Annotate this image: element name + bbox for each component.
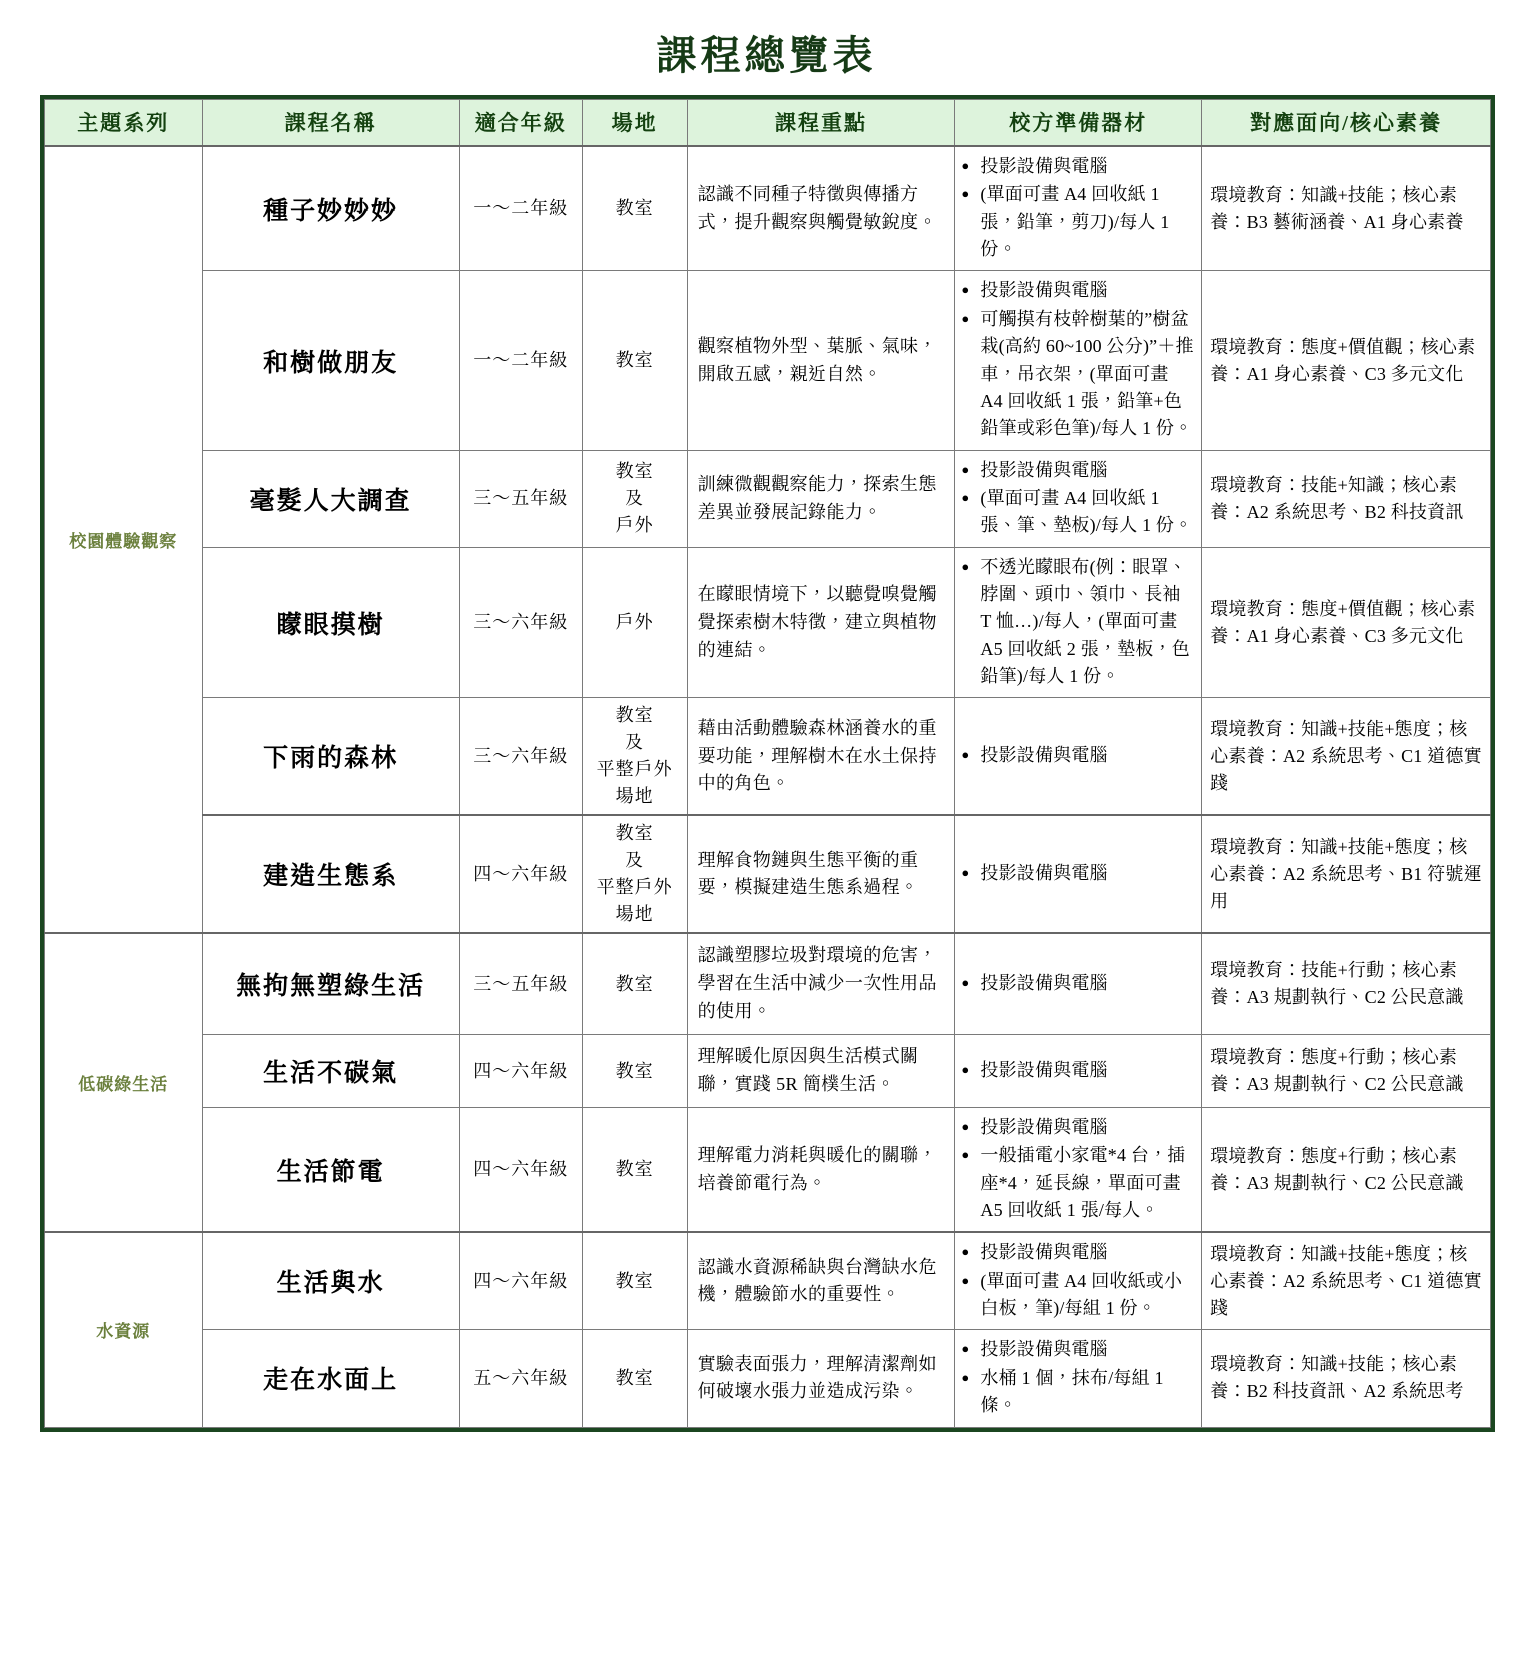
col-header-grade: 適合年級	[459, 100, 582, 147]
table-row	[45, 1035, 1491, 1108]
table-head	[45, 100, 1491, 147]
course-core-competency: 環境教育：態度+行動；核心素養：A3 規劃執行、C2 公民意識	[1202, 1107, 1491, 1232]
course-name: 生活節電	[202, 1107, 459, 1232]
page-title: 課程總覽表	[656, 33, 877, 78]
course-place: 教室	[582, 146, 687, 271]
equipment-list	[961, 970, 1195, 997]
table-row	[45, 146, 1491, 271]
course-equipment	[955, 450, 1202, 547]
course-place: 戶外	[582, 547, 687, 698]
course-place: 教室 及 平整戶外 場地	[582, 815, 687, 933]
course-place: 教室 及 平整戶外 場地	[582, 698, 687, 816]
col-header-place: 場地	[582, 100, 687, 147]
course-focus: 觀察植物外型、葉脈、氣味，開啟五感，親近自然。	[687, 271, 955, 450]
equipment-item: ● 投影設備與電腦	[961, 970, 1195, 997]
course-equipment	[955, 1232, 1202, 1330]
equipment-item: ● 水桶 1 個，抹布/每組 1 條。	[961, 1365, 1195, 1420]
equipment-list	[961, 277, 1195, 442]
course-overview-table	[44, 99, 1491, 1428]
course-focus: 認識塑膠垃圾對環境的危害，學習在生活中減少一次性用品的使用。	[687, 933, 955, 1034]
equipment-item: ● 投影設備與電腦	[961, 153, 1195, 180]
col-header-series: 主題系列	[45, 100, 203, 147]
course-name: 下雨的森林	[202, 698, 459, 816]
equipment-item: ● (單面可畫 A4 回收紙或小白板，筆)/每組 1 份。	[961, 1268, 1195, 1323]
course-place: 教室	[582, 1232, 687, 1330]
table-row	[45, 1330, 1491, 1427]
course-name: 種子妙妙妙	[202, 146, 459, 271]
course-equipment	[955, 271, 1202, 450]
course-focus: 在矇眼情境下，以聽覺嗅覺觸覺探索樹木特徵，建立與植物的連結。	[687, 547, 955, 698]
table-body	[45, 146, 1491, 1427]
equipment-item: ● 投影設備與電腦	[961, 742, 1195, 769]
course-focus: 訓練微觀觀察能力，探索生態差異並發展記錄能力。	[687, 450, 955, 547]
course-focus: 理解電力消耗與暖化的關聯，培養節電行為。	[687, 1107, 955, 1232]
course-grade: 四～六年級	[459, 1232, 582, 1330]
table-row	[45, 815, 1491, 933]
col-header-focus: 課程重點	[687, 100, 955, 147]
equipment-item: ● 投影設備與電腦	[961, 457, 1195, 484]
course-grade: 四～六年級	[459, 1035, 582, 1108]
course-equipment	[955, 1330, 1202, 1427]
course-grade: 三～五年級	[459, 450, 582, 547]
course-focus: 藉由活動體驗森林涵養水的重要功能，理解樹木在水土保持中的角色。	[687, 698, 955, 816]
course-core-competency: 環境教育：知識+技能；核心素養：B3 藝術涵養、A1 身心素養	[1202, 146, 1491, 271]
course-place: 教室	[582, 933, 687, 1034]
course-name: 毫髮人大調查	[202, 450, 459, 547]
table-row	[45, 1107, 1491, 1232]
equipment-list	[961, 153, 1195, 263]
col-header-equipment: 校方準備器材	[955, 100, 1202, 147]
col-header-course: 課程名稱	[202, 100, 459, 147]
equipment-list	[961, 1239, 1195, 1322]
course-core-competency: 環境教育：知識+技能+態度；核心素養：A2 系統思考、B1 符號運用	[1202, 815, 1491, 933]
equipment-item: ● 投影設備與電腦	[961, 1336, 1195, 1363]
course-core-competency: 環境教育：知識+技能；核心素養：B2 科技資訊、A2 系統思考	[1202, 1330, 1491, 1427]
course-core-competency: 環境教育：技能+知識；核心素養：A2 系統思考、B2 科技資訊	[1202, 450, 1491, 547]
course-core-competency: 環境教育：技能+行動；核心素養：A3 規劃執行、C2 公民意識	[1202, 933, 1491, 1034]
equipment-item: ● 投影設備與電腦	[961, 1057, 1195, 1084]
course-equipment	[955, 933, 1202, 1034]
course-equipment	[955, 698, 1202, 816]
equipment-list	[961, 1114, 1195, 1224]
course-equipment	[955, 146, 1202, 271]
course-focus: 實驗表面張力，理解清潔劑如何破壞水張力並造成污染。	[687, 1330, 955, 1427]
course-name: 和樹做朋友	[202, 271, 459, 450]
course-grade: 三～六年級	[459, 547, 582, 698]
equipment-item: ● (單面可畫 A4 回收紙 1 張，鉛筆，剪刀)/每人 1 份。	[961, 181, 1195, 263]
course-place: 教室	[582, 271, 687, 450]
course-core-competency: 環境教育：態度+價值觀；核心素養：A1 身心素養、C3 多元文化	[1202, 547, 1491, 698]
course-name: 建造生態系	[202, 815, 459, 933]
equipment-list	[961, 860, 1195, 887]
equipment-item: ● 投影設備與電腦	[961, 1239, 1195, 1266]
course-name: 矇眼摸樹	[202, 547, 459, 698]
equipment-item: ● 投影設備與電腦	[961, 860, 1195, 887]
course-focus: 認識水資源稀缺與台灣缺水危機，體驗節水的重要性。	[687, 1232, 955, 1330]
course-grade: 三～六年級	[459, 698, 582, 816]
equipment-list	[961, 554, 1195, 691]
course-grade: 四～六年級	[459, 1107, 582, 1232]
equipment-item: ● 可觸摸有枝幹樹葉的”樹盆栽(高約 60~100 公分)”＋推車，吊衣架，(單面可畫 A4 回收紙 1 張，鉛筆+色鉛筆或彩色筆)/每人 1 份。	[961, 306, 1195, 443]
equipment-list	[961, 457, 1195, 540]
course-place: 教室 及 戶外	[582, 450, 687, 547]
course-name: 走在水面上	[202, 1330, 459, 1427]
equipment-list	[961, 1336, 1195, 1419]
series-label: 低碳綠生活	[45, 933, 203, 1232]
course-place: 教室	[582, 1330, 687, 1427]
course-grade: 四～六年級	[459, 815, 582, 933]
series-label: 校園體驗觀察	[45, 146, 203, 933]
equipment-item: ● 投影設備與電腦	[961, 1114, 1195, 1141]
table-row	[45, 271, 1491, 450]
course-name: 生活與水	[202, 1232, 459, 1330]
course-grade: 五～六年級	[459, 1330, 582, 1427]
course-name: 無拘無塑綠生活	[202, 933, 459, 1034]
course-core-competency: 環境教育：態度+行動；核心素養：A3 規劃執行、C2 公民意識	[1202, 1035, 1491, 1108]
course-place: 教室	[582, 1107, 687, 1232]
course-equipment	[955, 1107, 1202, 1232]
course-focus: 認識不同種子特徵與傳播方式，提升觀察與觸覺敏銳度。	[687, 146, 955, 271]
course-core-competency: 環境教育：知識+技能+態度；核心素養：A2 系統思考、C1 道德實踐	[1202, 698, 1491, 816]
course-focus: 理解食物鏈與生態平衡的重要，模擬建造生態系過程。	[687, 815, 955, 933]
course-core-competency: 環境教育：知識+技能+態度；核心素養：A2 系統思考、C1 道德實踐	[1202, 1232, 1491, 1330]
course-focus: 理解暖化原因與生活模式關聯，實踐 5R 簡樸生活。	[687, 1035, 955, 1108]
equipment-list	[961, 742, 1195, 769]
course-place: 教室	[582, 1035, 687, 1108]
course-grade: 三～五年級	[459, 933, 582, 1034]
equipment-item: ● (單面可畫 A4 回收紙 1 張、筆、墊板)/每人 1 份。	[961, 485, 1195, 540]
course-grade: 一～二年級	[459, 146, 582, 271]
col-header-core: 對應面向/核心素養	[1202, 100, 1491, 147]
table-row	[45, 1232, 1491, 1330]
course-grade: 一～二年級	[459, 271, 582, 450]
course-name: 生活不碳氣	[202, 1035, 459, 1108]
course-equipment	[955, 815, 1202, 933]
header-row	[45, 100, 1491, 147]
course-overview-table-container	[40, 95, 1495, 1432]
equipment-item: ● 一般插電小家電*4 台，插座*4，延長線，單面可畫 A5 回收紙 1 張/每人。	[961, 1142, 1195, 1224]
equipment-item: ● 投影設備與電腦	[961, 277, 1195, 304]
course-core-competency: 環境教育：態度+價值觀；核心素養：A1 身心素養、C3 多元文化	[1202, 271, 1491, 450]
table-row	[45, 698, 1491, 816]
series-label: 水資源	[45, 1232, 203, 1427]
table-row	[45, 547, 1491, 698]
table-row	[45, 933, 1491, 1034]
equipment-item: ● 不透光矇眼布(例：眼罩、脖圍、頭巾、領巾、長袖 T 恤…)/每人，(單面可畫 A5 回收紙 2 張，墊板，色鉛筆)/每人 1 份。	[961, 554, 1195, 691]
course-equipment	[955, 1035, 1202, 1108]
course-equipment	[955, 547, 1202, 698]
equipment-list	[961, 1057, 1195, 1084]
table-row	[45, 450, 1491, 547]
